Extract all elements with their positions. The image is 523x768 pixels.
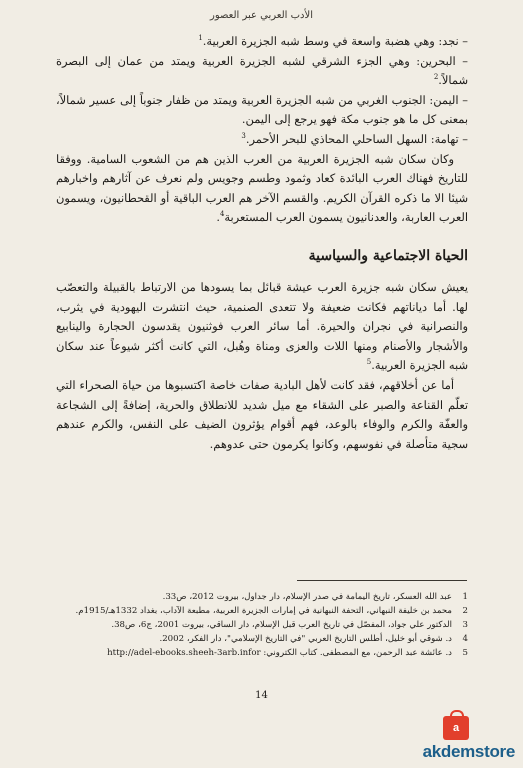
- footnote-divider: [297, 580, 467, 581]
- paragraph: – البحرين: وهي الجزء الشرقي لشبه الجزيرة العربية ويمتد من عمان إلى البصرة شمالاً.$^2$: [56, 53, 468, 88]
- paragraph: – اليمن: الجنوب الغربي من شبه الجزيرة العربية ويمتد من ظفار جنوباً إلى عسير شمالاً، بمعنى كل ما هو جنوب مكة فهو يرجع إلى اليمن.: [56, 92, 468, 127]
- footnote-ref: 2: [433, 73, 439, 82]
- footnote-ref: 4: [219, 210, 225, 219]
- footnote-ref: 1: [198, 34, 203, 43]
- running-head: الأدب العربي عبر العصور: [210, 10, 313, 21]
- paragraph: – تهامة: السهل الساحلي المحاذي للبحر الأحمر.$^3$: [241, 131, 468, 146]
- footnote-ref: 3: [241, 132, 246, 141]
- paragraph: وكان سكان شبه الجزيرة العربية من العرب الذين هم من الشعوب السامية. ووفقا للتاريخ فهناك العرب البائدة كعاد وثمود وطسم وجويس ولم نعرف عن آثارهم واخبارهم شيئا الا ما ذكره القرآن الكريم. والقسم الآخر هم العرب الباقية أو القحطانيون، ويسمون العرب العاربة، والعدنانيون يسمون العرب المستعربة$^4$.: [56, 151, 468, 225]
- paragraph: يعيش سكان شبه جزيرة العرب عيشة قبائل بما يسودها من الارتباط بالقبيلة والتعصّب لها. أما دياناتهم فكانت ضعيفة ولا تتعدى الصنمية، حيث انتشرت اليهودية في يثرب، والنصرانية في نجران والحيرة. أما سائر العرب فوثنيون يقدسون الحجارة والينابيع والأشجار والأصنام ومنها اللات والعزى ومناة وهُبل، التي كانت أكثر شيوعاً عند سكان شبه الجزيرة العربية.$^5$: [56, 279, 468, 373]
- body-text: [56, 32, 468, 454]
- page-number: 14: [255, 690, 268, 701]
- footnote: 2 محمد بن خليفة النبهاني، التحفة النبهانية في إمارات الجزيرة العربية، مطبعة الآداب، بغداد 1332هـ/1915م.: [75, 606, 468, 616]
- shopping-bag-icon: a: [443, 716, 469, 740]
- footnote: 1 عبد الله العسكر، تاريخ اليمامة في صدر الإسلام، دار جداول، بيروت 2012، ص33.: [162, 592, 468, 602]
- section-heading: الحياة الاجتماعية والسياسية: [308, 247, 468, 264]
- footnote: 4 د. شوقي أبو خليل، أطلس التاريخ العربي "في التاريخ الإسلامي"، دار الفكر، 2002.: [159, 634, 468, 644]
- footnote: 5 د. عائشة عبد الرحمن، مع المصطفى. كتاب الكتروني: http://adel-ebooks.sheeh-3arb.infor: [107, 648, 468, 658]
- footnote-ref: 5: [366, 358, 372, 367]
- akdemstore-watermark: [395, 716, 515, 762]
- paragraph: أما عن أخلاقهم، فقد كانت لأهل البادية صفات خاصة اكتسبوها من حياة الصحراء التي تعلّم القناعة والصبر على الشقاء مع ميل شديد للانطلاق والحرية، إضافةً إلى الشجاعة والعفّة والكرم والوفاء بالوعد، فهم أقوام يؤثرون الضيف على النفس، والكرم عندهم سجية متأصلة في نفوسهم، وكانوا يكرمون حتى عدوهم.: [56, 377, 468, 451]
- paragraph: – نجد: وهي هضبة واسعة في وسط شبه الجزيرة العربية.$^1$: [198, 34, 468, 48]
- footnotes: [56, 590, 468, 660]
- watermark-text: akdemstore: [422, 742, 515, 761]
- footnote: 3 الدكتور علي جواد، المفصّل في تاريخ العرب قبل الإسلام، دار الساقي، بيروت 2001، ج6، ص38.: [111, 620, 468, 630]
